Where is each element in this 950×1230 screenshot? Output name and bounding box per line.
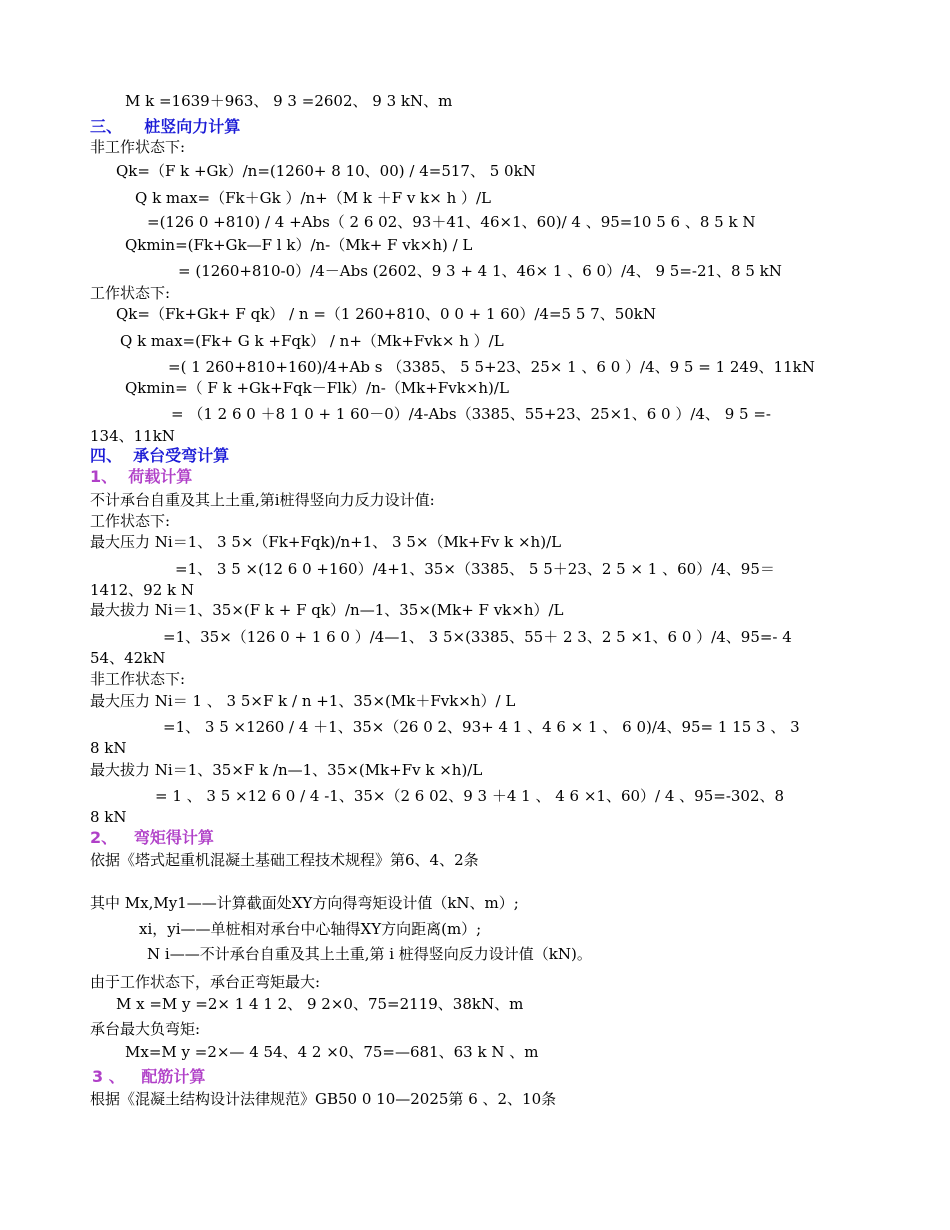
formula-line: Qkmin=（ F k +Gk+Fqk－Flk）/n-（Mk+Fvk×h)/L	[125, 379, 509, 397]
definition-line: 其中 Mx,My1——计算截面处XY方向得弯矩设计值（kN、m）;	[90, 894, 519, 912]
formula-line: Qk=（Fk+Gk+ F qk） / n =（1 260+810、0 0 + 1 60）/4=5 5 7、50kN	[116, 305, 657, 323]
text-line: 非工作状态下:	[90, 138, 186, 156]
definition-line: xi，yi——单桩相对承台中心轴得XY方向距离(m）;	[139, 920, 482, 938]
formula-line: =1、 3 5 ×(12 6 0 +160）/4+1、35×（3385、 5 5＋23、2 5 × 1 、60）/4、95＝	[175, 560, 775, 578]
text-line: 8 kN	[90, 739, 127, 757]
subsection-heading-1: 1、 荷载计算	[90, 467, 193, 486]
formula-line: 最大拔力 Ni＝1、35×(F k + F qk）/n—1、35×(Mk+ F vk×h）/L	[90, 601, 564, 619]
section-heading-4: 四、 承台受弯计算	[90, 446, 230, 465]
section-heading-3: 三、 桩竖向力计算	[90, 117, 241, 136]
formula-line: Qkmin=(Fk+Gk—F l k）/n-（Mk+ F vk×h) / L	[125, 236, 473, 254]
formula-line: = (1260+810-0）/4－Abs (2602、9 3 + 4 1、46× 1 、6 0）/4、 9 5=-21、8 5 kN	[178, 262, 782, 280]
text-line: 8 kN	[90, 808, 127, 826]
text-line: 134、11kN	[90, 427, 175, 445]
text-line: 不计承台自重及其上土重,第i桩得竖向力反力设计值:	[90, 491, 435, 509]
text-line: 根据《混凝土结构设计法律规范》GB50 0 10—2025第 6 、2、10条	[90, 1090, 557, 1108]
moment-sum-line: M k =1639＋963、 9 3 =2602、 9 3 kN、m	[125, 92, 453, 110]
formula-line: =1、 3 5 ×1260 / 4 ＋1、35×（26 0 2、93+ 4 1 、4 6 × 1 、 6 0)/4、95= 1 15 3 、 3	[163, 718, 800, 736]
formula-line: M x =M y =2× 1 4 1 2、 9 2×0、75=2119、38kN、m	[116, 995, 524, 1013]
formula-line: =( 1 260+810+160)/4+Ab s （3385、 5 5+23、25× 1 、6 0 ）/4、9 5 = 1 249、11kN	[168, 358, 815, 376]
text-line: 1412、92 k N	[90, 581, 195, 599]
text-line: 工作状态下:	[90, 284, 171, 302]
formula-line: 最大压力 Ni＝ 1 、 3 5×F k / n +1、35×(Mk＋Fvk×h）/ L	[90, 692, 516, 710]
definition-line: N i——不计承台自重及其上土重,第 i 桩得竖向反力设计值（kN)。	[147, 945, 592, 963]
formula-line: =(126 0 +810) / 4 +Abs（ 2 6 02、93＋41、46×1、60)/ 4 、95=10 5 6 、8 5 k N	[147, 213, 756, 231]
formula-line: Q k max=(Fk+ G k +Fqk） / n+（Mk+Fvk× h ）/L	[120, 332, 504, 350]
formula-line: Mx=M y =2×— 4 54、4 2 ×0、75=—681、63 k N 、m	[125, 1043, 539, 1061]
text-line: 工作状态下:	[90, 512, 171, 530]
formula-line: =1、35×（126 0 + 1 6 0 ）/4—1、 3 5×(3385、55＋ 2 3、2 5 ×1、6 0 ）/4、95=- 4	[163, 628, 792, 646]
formula-line: = 1 、 3 5 ×12 6 0 / 4 -1、35×（2 6 02、9 3 ＋4 1 、 4 6 ×1、60）/ 4 、95=-302、8	[155, 787, 785, 805]
text-line: 依据《塔式起重机混凝土基础工程技术规程》第6、4、2条	[90, 851, 479, 869]
formula-line: Qk=（F k +Gk）/n=(1260+ 8 10、00) / 4=517、 5 0kN	[116, 162, 536, 180]
text-line: 54、42kN	[90, 649, 166, 667]
formula-line: = （1 2 6 0 ＋8 1 0 + 1 60－0）/4-Abs（3385、55+23、25×1、6 0 ）/4、 9 5 =-	[171, 405, 771, 423]
formula-line: 最大压力 Ni＝1、 3 5×（Fk+Fqk)/n+1、 3 5×（Mk+Fv k ×h)/L	[90, 533, 562, 551]
subsection-heading-3: 3 、 配筋计算	[92, 1067, 206, 1086]
text-line: 由于工作状态下，承台正弯矩最大:	[90, 973, 321, 991]
formula-line: Q k max=（Fk＋Gk ）/n+（M k ＋F v k× h ）/L	[135, 189, 492, 207]
formula-line: 最大拔力 Ni＝1、35×F k /n—1、35×(Mk+Fv k ×h)/L	[90, 761, 483, 779]
text-line: 非工作状态下:	[90, 670, 186, 688]
text-line: 承台最大负弯矩:	[90, 1020, 201, 1038]
subsection-heading-2: 2、 弯矩得计算	[90, 828, 214, 847]
